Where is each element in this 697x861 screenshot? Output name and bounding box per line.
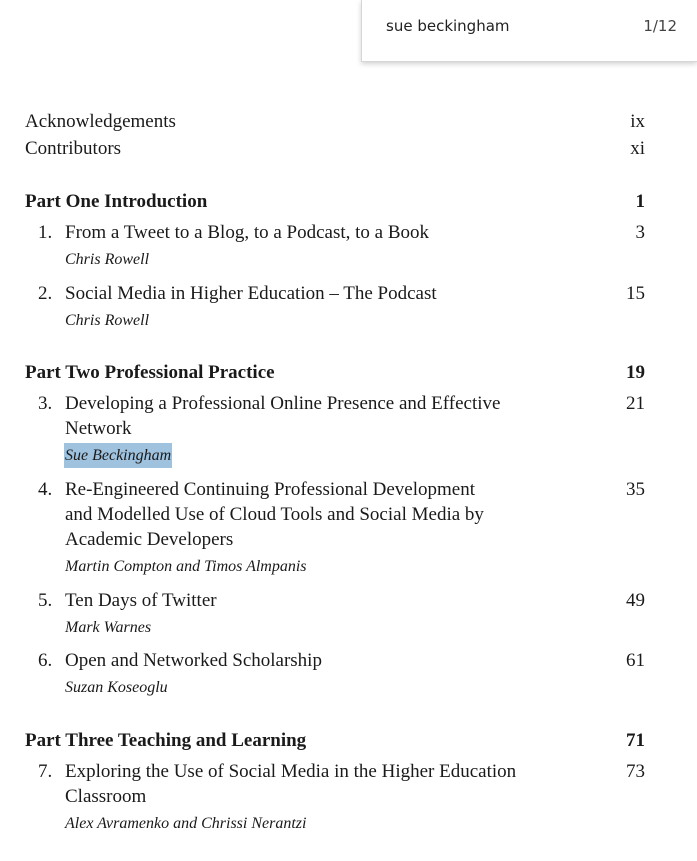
chapter-number: 7. bbox=[38, 761, 53, 782]
chapter-title-line: Network bbox=[65, 418, 132, 439]
chapter-title-line: Academic Developers bbox=[65, 529, 234, 550]
page-number: 15 bbox=[626, 283, 645, 304]
page-number: xi bbox=[630, 138, 645, 159]
chapter-title-line: Developing a Professional Online Presence and Effective bbox=[65, 393, 501, 414]
chapter-author: Suzan Koseoglu bbox=[65, 679, 168, 696]
chapter-title-line: Classroom bbox=[65, 786, 147, 807]
page-number: 73 bbox=[626, 761, 645, 782]
page-number: 19 bbox=[626, 362, 645, 383]
part-title: Part Two Professional Practice bbox=[25, 362, 275, 383]
page-number: 61 bbox=[626, 650, 645, 671]
part-title: Part One Introduction bbox=[25, 191, 208, 212]
chapter-number: 2. bbox=[38, 283, 53, 304]
chapter-title: Ten Days of Twitter bbox=[65, 590, 217, 611]
find-bar bbox=[361, 0, 697, 62]
chapter-number: 5. bbox=[38, 590, 53, 611]
chapter-title: From a Tweet to a Blog, to a Podcast, to a Book bbox=[65, 222, 430, 243]
page-number: 71 bbox=[626, 730, 645, 751]
chapter-number: 3. bbox=[38, 393, 53, 414]
entry-title: Acknowledgements bbox=[25, 111, 176, 132]
page-number: ix bbox=[630, 111, 645, 132]
match-count: 1/12 bbox=[643, 17, 677, 35]
chapter-author: Mark Warnes bbox=[65, 619, 152, 636]
chapter-title: Social Media in Higher Education – The Podcast bbox=[65, 283, 437, 304]
chapter-author: Chris Rowell bbox=[65, 312, 150, 329]
page-number: 49 bbox=[626, 590, 645, 611]
chapter-title: Open and Networked Scholarship bbox=[65, 650, 322, 671]
find-input[interactable] bbox=[386, 17, 606, 35]
page-number: 1 bbox=[635, 191, 645, 212]
page-number: 21 bbox=[626, 393, 645, 414]
page-number: 3 bbox=[635, 222, 645, 243]
entry-title: Contributors bbox=[25, 138, 122, 159]
chapter-title-line: Exploring the Use of Social Media in the Higher Education bbox=[65, 761, 517, 782]
chapter-title-line: Re-Engineered Continuing Professional Development bbox=[65, 479, 475, 500]
page-number: 35 bbox=[626, 479, 645, 500]
chapter-number: 1. bbox=[38, 222, 53, 243]
chapter-author: Chris Rowell bbox=[65, 251, 150, 268]
chapter-author: Martin Compton and Timos Almpanis bbox=[65, 558, 307, 575]
chapter-author: Alex Avramenko and Chrissi Nerantzi bbox=[65, 815, 307, 832]
chapter-author-search-match: Sue Beckingham bbox=[64, 443, 172, 468]
chapter-number: 4. bbox=[38, 479, 53, 500]
part-title: Part Three Teaching and Learning bbox=[25, 730, 307, 751]
chapter-number: 6. bbox=[38, 650, 53, 671]
chapter-title-line: and Modelled Use of Cloud Tools and Social Media by bbox=[65, 504, 484, 525]
